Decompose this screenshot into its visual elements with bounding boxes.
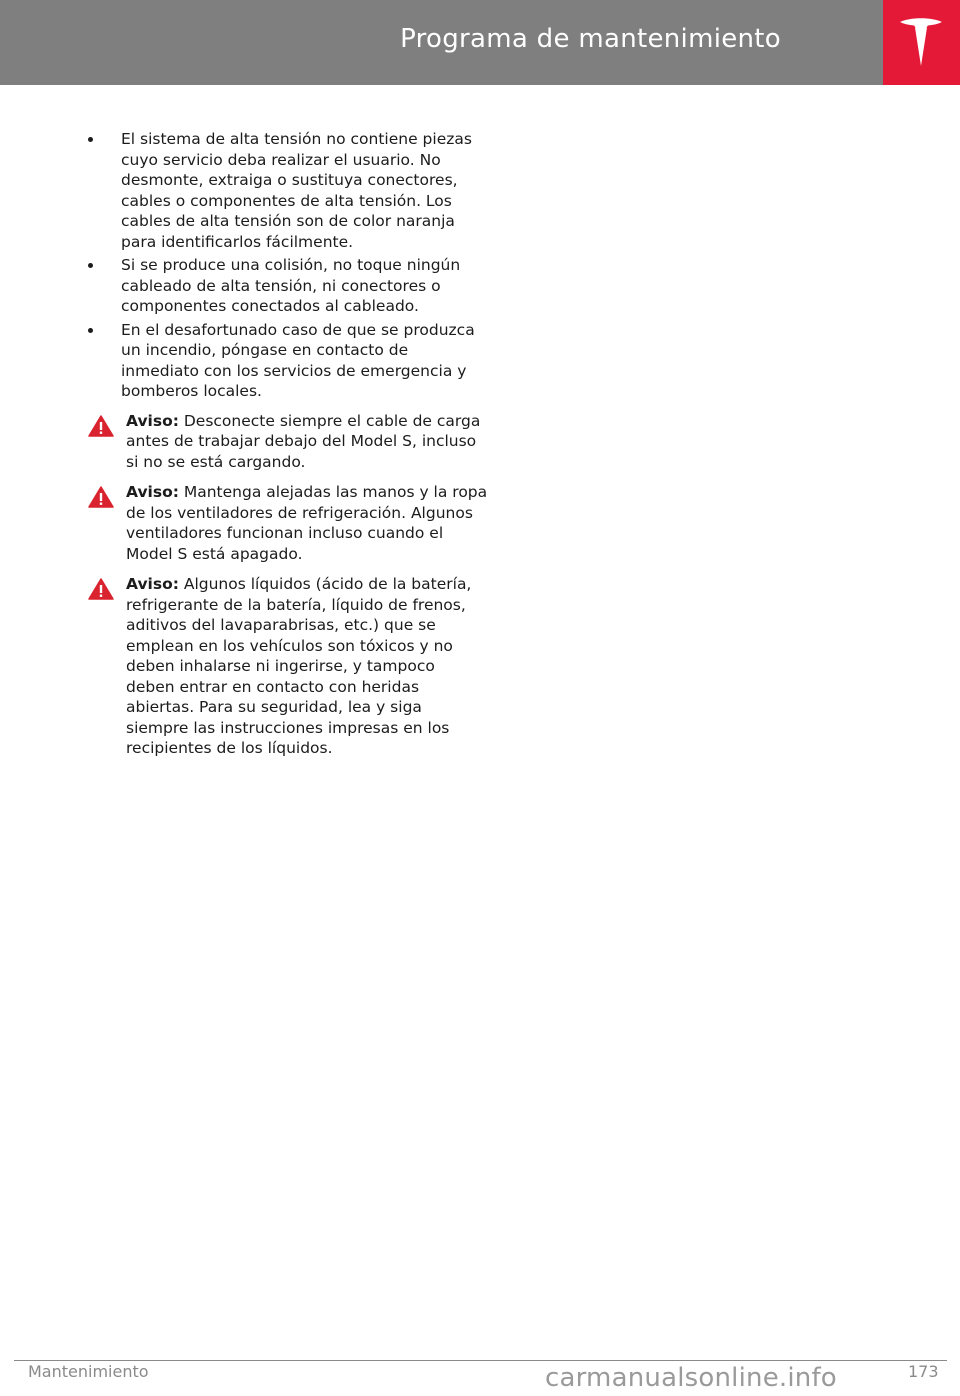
- watermark: carmanualsonline.info: [545, 1363, 837, 1393]
- footer-divider: [14, 1360, 947, 1361]
- content: [88, 129, 488, 769]
- warning-label: Aviso:: [126, 483, 179, 501]
- bullet-text: En el desafortunado caso de que se produzca un incendio, póngase en contacto de inmediato con los servicios de emergencia y bomberos locales.: [121, 320, 475, 400]
- bullet-list: [88, 129, 488, 402]
- tesla-logo-icon: [898, 16, 944, 68]
- warning-note: [88, 411, 488, 473]
- warning-text: Mantenga alejadas las manos y la ropa de los ventiladores de refrigeración. Algunos ventiladores funcionan incluso cuando el Model S está apagado.: [126, 483, 488, 563]
- logo-box: [883, 0, 960, 85]
- warning-triangle-icon: [88, 578, 114, 600]
- header-bar: [0, 0, 883, 85]
- warning-text: Desconecte siempre el cable de carga antes de trabajar debajo del Model S, incluso si no se está cargando.: [126, 411, 481, 471]
- warning-text: Algunos líquidos (ácido de la batería, refrigerante de la batería, líquido de frenos, aditivos del lavaparabrisas, etc.) que se emplean en los vehículos son tóxicos y no deben inhalarse ni ingerirse, y tampoco deben entrar en contacto con heridas abiertas. Para su seguridad, lea y siga siempre las instrucciones impresas en los recipientes de los líquidos.: [126, 575, 472, 757]
- footer-section-name: Mantenimiento: [28, 1362, 149, 1381]
- page-title: Programa de mantenimiento: [400, 24, 781, 54]
- page-number: 173: [908, 1362, 939, 1381]
- bullet-text: Si se produce una colisión, no toque ningún cableado de alta tensión, ni conectores o componentes conectados al cableado.: [121, 256, 461, 315]
- bullet-icon: [88, 263, 93, 268]
- list-item: [88, 129, 488, 252]
- bullet-icon: [88, 137, 93, 142]
- list-item: [88, 255, 488, 317]
- bullet-text: El sistema de alta tensión no contiene piezas cuyo servicio deba realizar el usuario. No desmonte, extraiga o sustituya conectores, cables o componentes de alta tensión. Los cables de alta tensión son de color naranja para identificarlos fácilmente.: [121, 130, 472, 251]
- warning-triangle-icon: [88, 415, 114, 437]
- warning-note: [88, 574, 488, 759]
- list-item: [88, 320, 488, 402]
- warning-triangle-icon: [88, 486, 114, 508]
- bullet-icon: [88, 328, 93, 333]
- warning-label: Aviso:: [126, 411, 179, 430]
- warning-note: [88, 482, 488, 564]
- warning-label: Aviso:: [126, 575, 179, 593]
